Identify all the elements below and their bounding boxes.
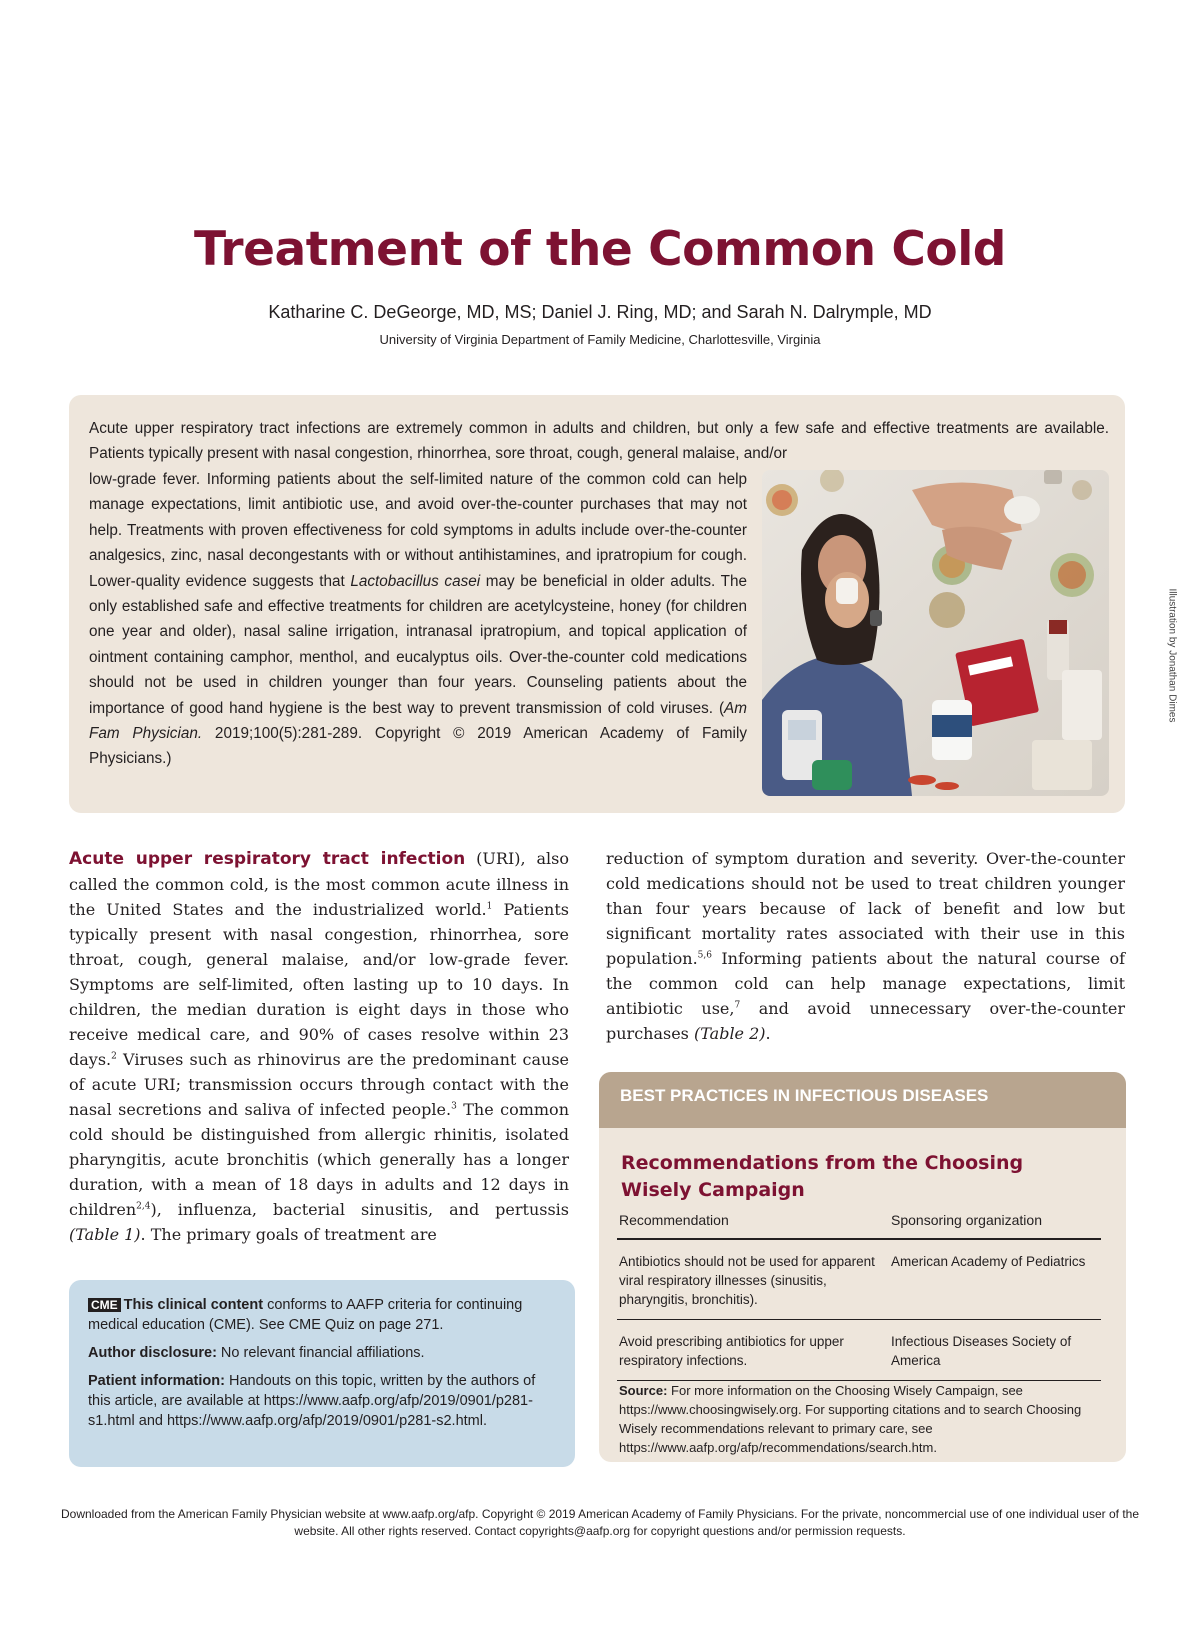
reference-marker: 5,6 (697, 950, 712, 961)
recommendations-table (617, 1205, 1101, 1381)
illustration-credit: Illustration by Jonathan Dimes (1166, 588, 1178, 723)
body-column-left (69, 846, 569, 1247)
column-header-organization: Sponsoring organization (889, 1205, 1101, 1239)
body-text: The common cold should be distinguished from allergic rhinitis, isolated pharyngitis, acute bronchitis (which generally has a longer duration, with a mean of 18 days in adults and 12 days in children (69, 1100, 569, 1219)
organization-cell: American Academy of Pediatrics (889, 1239, 1101, 1320)
cme-content (88, 1295, 558, 1439)
disclosure-label: Author disclosure: (88, 1345, 217, 1361)
patient-info-label: Patient information: (88, 1373, 225, 1389)
disclosure-text: No relevant financial affiliations. (216, 1345, 425, 1361)
body-text: . (765, 1024, 771, 1043)
best-practices-header: BEST PRACTICES IN INFECTIOUS DISEASES (620, 1086, 989, 1105)
source-label: Source: (619, 1383, 668, 1398)
abstract-text-part1: low-grade fever. Informing patients about the self-limited nature of the common cold can help manage expectations, limit antibiotic use, and avoid over-the-counter purchases that may not help. Treatments with proven effectiveness for cold symptoms in adults include over-the-counter analgesics, zinc, nasal decongestants with or without antihistamines, and ipratropium for cough. Lower-quality evidence suggests that (89, 471, 747, 590)
source-text[interactable]: For more information on the Choosing Wisely Campaign, see https://www.choosingwisely.org. For supporting citations and to search Choosing Wisely recommendations relevant to primary care, see https://www.aafp.org/afp/recommendations/search.htm. (619, 1383, 1082, 1455)
cme-statement (88, 1295, 558, 1335)
cme-bold: This clinical content (123, 1297, 264, 1313)
lead-phrase: Acute upper respiratory tract infection (69, 849, 466, 869)
best-practices-source (619, 1381, 1099, 1457)
body-text: (URI), also called the common cold, is the most common acute illness in the United States and the industrialized world. (69, 849, 569, 919)
table-header-row (617, 1205, 1101, 1239)
cme-badge: CME (88, 1298, 121, 1312)
patient-info-text[interactable]: Handouts on this topic, written by the authors of this article, are available at https://www.aafp.org/afp/2019/0901/p281-s1.html and https://www.aafp.org/afp/2019/0901/p281-s2.html. (88, 1373, 536, 1429)
illustration-image (762, 470, 1109, 796)
abstract-top: Acute upper respiratory tract infections are extremely common in adults and children, but only a few safe and effective treatments are available. Patients typically present with nasal congestion, rhinorrhea, sore throat, cough, general malaise, and/or (89, 420, 1109, 463)
body-text: and avoid unnecessary over-the-counter purchases (606, 999, 1126, 1043)
recommendation-cell: Avoid prescribing antibiotics for upper respiratory infections. (617, 1320, 889, 1381)
body-text: Viruses such as rhinovirus are the predominant cause of acute URI; transmission occurs through contact with the nasal secretions and saliva of infected people. (69, 1050, 569, 1119)
reference-marker: 7 (734, 1000, 741, 1011)
reference-marker: 2,4 (136, 1201, 151, 1212)
recommendation-cell: Antibiotics should not be used for apparent viral respiratory illnesses (sinusitis, pharyngitis, bronchitis). (617, 1239, 889, 1320)
illustration-woman-with-cold (762, 470, 1109, 796)
table-row (617, 1239, 1101, 1320)
abstract-body (89, 467, 747, 772)
body-text: . The primary goals of treatment are (140, 1225, 437, 1244)
abstract-citation-journal: Am Fam Physician. (89, 699, 747, 743)
author-list: Katharine C. DeGeorge, MD, MS; Daniel J. Ring, MD; and Sarah N. Dalrymple, MD (268, 302, 932, 322)
best-practices-title: Recommendations from the Choosing Wisely Campaign (621, 1152, 1024, 1201)
abstract-citation: 2019;100(5):281-289. Copyright © 2019 American Academy of Family Physicians.) (89, 725, 747, 768)
table-reference-link[interactable]: (Table 2) (693, 1024, 766, 1043)
page-footer: Downloaded from the American Family Physician website at www.aafp.org/afp. Copyright © 2019 American Academy of Family Physicians. For the private, noncommercial use of one individual user of the website. All other rights reserved. Contact copyrights@aafp.org for copyright questions and/or permission requests. (60, 1507, 1140, 1538)
body-text: ), influenza, bacterial sinusitis, and pertussis (150, 1200, 569, 1219)
table-row (617, 1320, 1101, 1381)
cme-text: conforms to AAFP criteria for continuing medical education (CME). See CME Quiz on page 271. (88, 1297, 523, 1333)
reference-marker: 1 (486, 901, 493, 912)
patient-information (88, 1371, 558, 1431)
table-reference-link[interactable]: (Table 1) (69, 1225, 141, 1244)
body-column-right (606, 846, 1125, 1046)
abstract-species: Lactobacillus casei (350, 572, 481, 590)
article-title: Treatment of the Common Cold (194, 222, 1006, 277)
body-text: reduction of symptom duration and severity. Over-the-counter cold medications should not be used to treat children younger than four years because of lack of benefit and low but significant mortality rates associated with their use in this population. (606, 849, 1125, 968)
organization-cell: Infectious Diseases Society of America (889, 1320, 1101, 1381)
reference-marker: 3 (451, 1101, 457, 1112)
reference-marker: 2 (111, 1051, 117, 1062)
abstract-text-part2: may be beneficial in older adults. The only established safe and effective treatments for children are acetylcysteine, honey (for children one year and older), nasal saline irrigation, intranasal ipratropium, and topical application of ointment containing camphor, menthol, and eucalyptus oils. Over-the-counter cold medications should not be used in children younger than four years. Counseling patients about the importance of good hand hygiene is the best way to prevent transmission of cold viruses. ( (89, 572, 747, 717)
body-text: Patients typically present with nasal congestion, rhinorrhea, sore throat, cough, general malaise, and/or low-grade fever. Symptoms are self-limited, often lasting up to 10 days. In children, the median duration is eight days in those who receive medical care, and 90% of cases resolve within 23 days. (69, 900, 569, 1069)
column-header-recommendation: Recommendation (617, 1205, 889, 1239)
body-text: Informing patients about the natural course of the common cold can help manage expectations, limit antibiotic use, (606, 949, 1125, 1018)
author-affiliation: University of Virginia Department of Family Medicine, Charlottesville, Virginia (379, 332, 821, 347)
author-disclosure (88, 1343, 558, 1363)
